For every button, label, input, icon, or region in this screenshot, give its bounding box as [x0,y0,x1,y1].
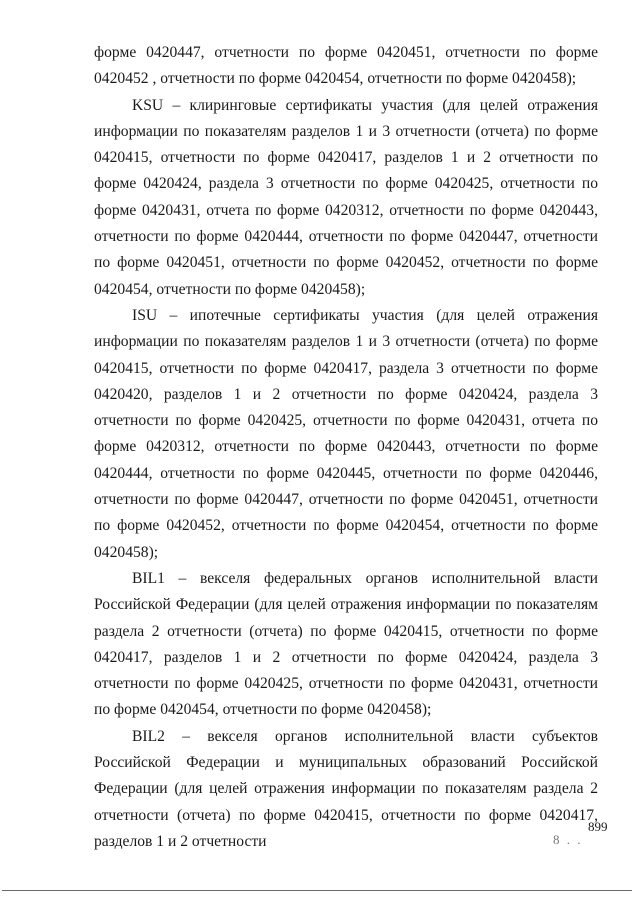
document-body [94,40,598,855]
paragraph-ksu: KSU – клиринговые сертификаты участия (для целей отражения информации по показателям разделов 1 и 3 отчетности (отчета) по форме 0420415, отчетности по форме 0420417, разделов 1 и 2 отчетности по форме 0420424, раздела 3 отчетности по форме 0420425, отчетности по форме 0420431, отчета по форме 0420312, отчетности по форме 0420443, отчетности по форме 0420444, отчетности по форме 0420447, отчетности по форме 0420451, отчетности по форме 0420452, отчетности по форме 0420454, отчетности по форме 0420458); [94,96,598,298]
paragraph-continuation: форме 0420447, отчетности по форме 0420451, отчетности по форме 0420452 , отчетности по форме 0420454, отчетности по форме 0420458); [94,44,598,88]
page-number: 899 [588,819,608,834]
page-stamp: 8 . . [553,832,583,847]
bottom-divider [2,890,632,891]
paragraph-bil1: BIL1 – векселя федеральных органов исполнительной власти Российской Федерации (для целей отражения информации по показателям раздела 2 отчетности (отчета) по форме 0420415, отчетности по форме 0420417, разделов 1 и 2 отчетности по форме 0420424, раздела 3 отчетности по форме 0420425, отчетности по форме 0420431, отчетности по форме 0420454, отчетности по форме 0420458); [94,569,598,719]
paragraph-isu: ISU – ипотечные сертификаты участия (для целей отражения информации по показателям разделов 1 и 3 отчетности (отчета) по форме 0420415, отчетности по форме 0420417, раздела 3 отчетности по форме 0420420, разделов 1 и 2 отчетности по форме 0420424, раздела 3 отчетности по форме 0420425, отчетности по форме 0420431, отчета по форме 0420312, отчетности по форме 0420443, отчетности по форме 0420444, отчетности по форме 0420445, отчетности по форме 0420446, отчетности по форме 0420447, отчетности по форме 0420451, отчетности по форме 0420452, отчетности по форме 0420454, отчетности по форме 0420458); [94,306,598,561]
paragraph-bil2: BIL2 – векселя органов исполнительной власти субъектов Российской Федерации и муниципальных образований Российской Федерации (для целей отражения информации по показателям раздела 2 отчетности (отчета) по форме 0420415, отчетности по форме 0420417, разделов 1 и 2 отчетности [94,727,598,850]
